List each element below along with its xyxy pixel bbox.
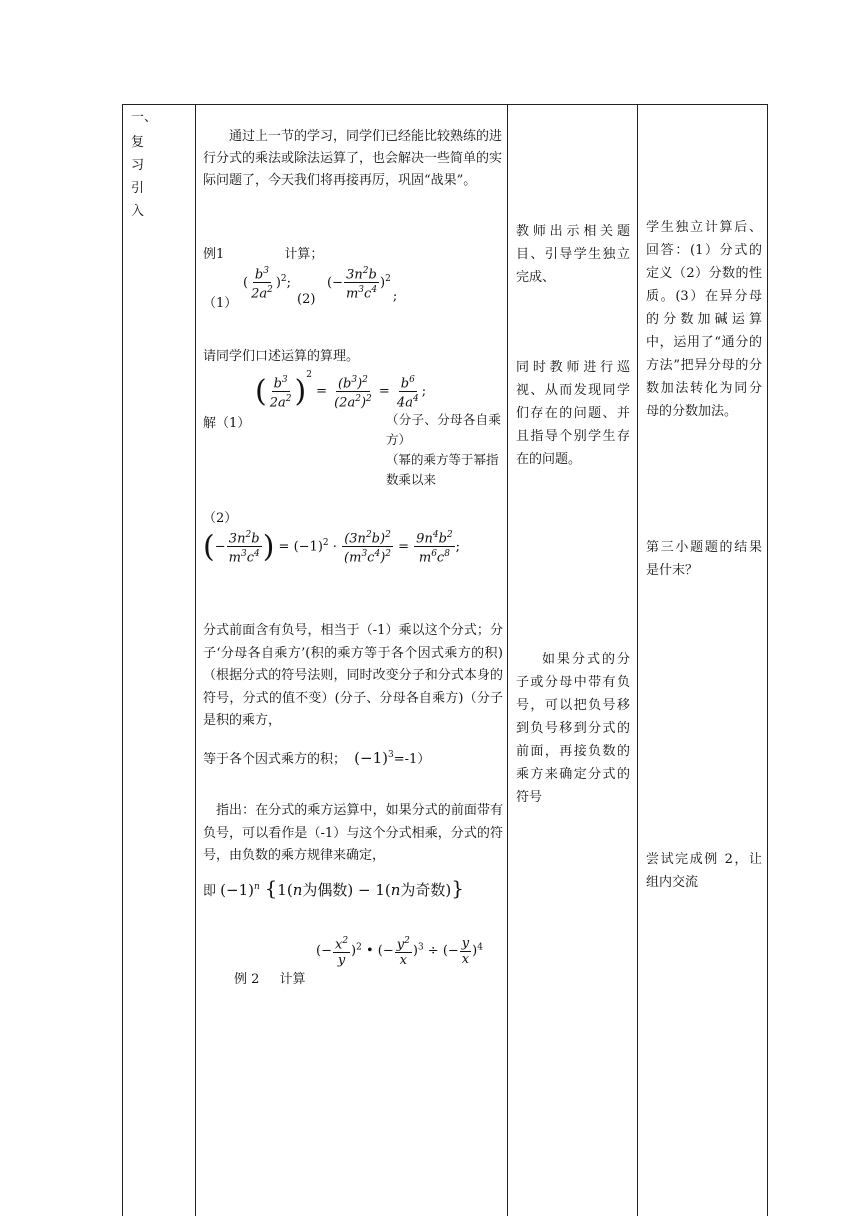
section-label-line: 复: [131, 135, 145, 150]
prompt-text: 请同学们口述运算的算理。: [203, 349, 360, 364]
expr-1: ( $\frac{b^3}{2a^2}$ )$^2$;: [243, 266, 292, 302]
student-activity-2: 第三小题题的结果是什末？: [646, 540, 762, 578]
table-right-border: [767, 104, 768, 1216]
explanation-end: [203, 748, 430, 767]
teacher-activity-2: 同时教师进行巡视、从而发现同学们存在的问题、并且指导个别学生存在的问题。: [516, 360, 630, 467]
sign-rule-math: $(-1)^n$ {1(n为偶数) − 1(n为奇数)}: [220, 876, 464, 900]
explanation-end-suffix: =-1）: [393, 752, 431, 767]
solution-2-math: (− $\frac{3n^2b}{m^3c^4}$ ) = $(-1)^2$ · $\frac{(3n^2b)^2}{(m^3c^4)^2}$ = $\frac{9n^4b^2}{m^6c^8}$ ;: [203, 529, 461, 566]
example1-action: 计算；: [284, 247, 324, 262]
expr-2: (− $\frac{3n^2b}{m^3c^4}$ )$^2$;: [327, 266, 398, 305]
section-label: [131, 106, 171, 223]
column-divider-3: [637, 104, 638, 1216]
example1-expressions: [203, 264, 398, 311]
sign-rule-prefix: 即: [203, 884, 217, 899]
section-label-line: 入: [131, 204, 145, 219]
column-divider-2: [507, 104, 508, 1216]
item1-label: （1）: [203, 296, 238, 311]
example2-action: 计算: [279, 972, 306, 987]
section-label-line: 引: [131, 181, 145, 196]
example2-label: 例 2: [234, 972, 260, 987]
example2-heading: [234, 968, 306, 987]
column-divider-1: [195, 104, 196, 1216]
neg-one-cubed: $(-1)^3$: [354, 749, 394, 767]
table-left-border: [122, 104, 123, 1216]
point-out-paragraph: 指出：在分式的乘方运算中，如果分式的前面带有负号，可以看作是（-1）与这个分式相乘，分式的符号，由负数的乘方规律来确定，: [203, 803, 503, 863]
sol2-label: （2）: [203, 511, 238, 526]
teacher-activity-3: 如果分式的分子或分母中带有负号，可以把负号移到负号移到分式的前面，再接负数的乘方来确定分式的符号: [516, 652, 630, 805]
solution-label: 解（1）: [203, 416, 251, 431]
note-2: （幂的乘方等于幂指数乘以来: [386, 452, 499, 487]
intro-paragraph: 通过上一节的学习，同学们已经能比较熟练的进行分式的乘法或除法运算了，也会解决一些简单的实际问题了，今天我们将再接再厉，巩固“战果”。: [203, 129, 503, 188]
example1-heading: [203, 243, 323, 262]
student-activity-3: 尝试完成例 2，让组内交流: [646, 852, 762, 890]
table-top-border: [122, 104, 768, 105]
section-label-line: 一、: [131, 110, 158, 125]
item2-label: (2): [297, 292, 316, 307]
note-1: （分子、分母各自乘方）: [386, 412, 501, 447]
example1-label: 例1: [203, 247, 225, 262]
section-label-line: 习: [131, 158, 145, 173]
sign-rule: [203, 876, 464, 900]
teacher-activity-1: 教师出示相关题目、引导学生独立完成、: [516, 224, 630, 285]
student-activity-1: 学生独立计算后、回答：(1）分式的定义（2）分数的性质。(3）在异分母的分数加碱运算中，运用了“通分的方法”把异分母的分数加法转化为同分母的分数加法。: [646, 220, 762, 419]
explanation-paragraph: 分式前面含有负号，相当于（-1）乘以这个分式；分子‘分母各自乘方’(积的乘方等于各个因式乘方的积)（根据分式的符号法则，同时改变分子和分式本身的符号，分式的值不变）(分子、分母各自乘方)（分子是积的乘方，: [203, 623, 503, 728]
example2-math: (− $\frac{x^2}{y}$ )$^2$ • (− $\frac{y^2}{x}$ )$^3$ ÷ (− $\frac{y}{x}$ )$^4$: [316, 935, 483, 969]
explanation-end-prefix: 等于各个因式乘方的积；: [203, 752, 347, 767]
solution-1-math: ( $\frac{b^3}{2a^2}$ )$^2$ = $\frac{(b^3)^2}{(2a^2)^2}$ = $\frac{b^6}{4a^4}$ ;: [255, 370, 427, 411]
